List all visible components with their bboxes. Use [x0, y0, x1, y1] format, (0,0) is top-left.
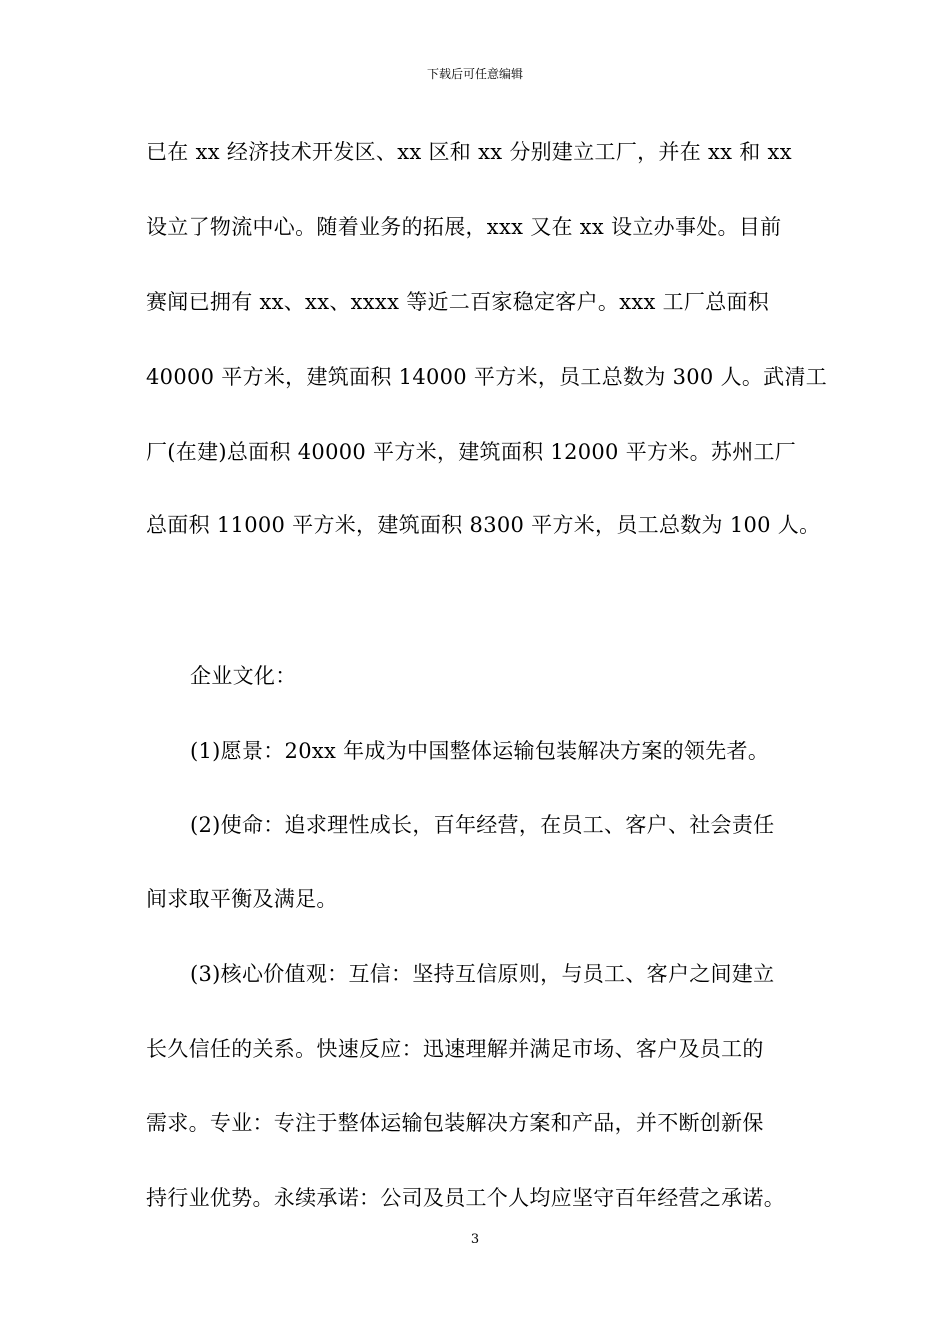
vision-text: (1)愿景：20xx 年成为中国整体运输包装解决方案的领先者。 — [190, 739, 770, 763]
body-text-line: 厂(在建)总面积 40000 平方米，建筑面积 12000 平方米。苏州工厂 — [146, 440, 797, 464]
mission-text: 间求取平衡及满足。 — [146, 887, 338, 911]
body-text-line: 赛闻已拥有 xx、xx、xxxx 等近二百家稳定客户。xxx 工厂总面积 — [146, 290, 770, 314]
values-text: (3)核心价值观：互信：坚持互信原则，与员工、客户之间建立 — [190, 962, 775, 986]
page-number: 3 — [470, 1232, 480, 1247]
body-text-line: 总面积 11000 平方米，建筑面积 8300 平方米，员工总数为 100 人。 — [146, 513, 821, 537]
values-text: 长久信任的关系。快速反应：迅速理解并满足市场、客户及员工的 — [146, 1037, 764, 1061]
values-text: 持行业优势。永续承诺：公司及员工个人均应坚守百年经营之承诺。 — [146, 1186, 785, 1210]
body-text-line: 40000 平方米，建筑面积 14000 平方米，员工总数为 300 人。武清工 — [146, 365, 828, 389]
values-text: 需求。专业：专注于整体运输包装解决方案和产品，并不断创新保 — [146, 1111, 764, 1135]
body-text-line: 已在 xx 经济技术开发区、xx 区和 xx 分别建立工厂，并在 xx 和 xx — [146, 140, 792, 164]
body-text-line: 设立了物流中心。随着业务的拓展，xxx 又在 xx 设立办事处。目前 — [146, 215, 782, 239]
mission-text: (2)使命：追求理性成长，百年经营，在员工、客户、社会责任 — [190, 813, 775, 837]
page-header: 下载后可任意编辑 — [426, 67, 523, 81]
section-heading: 企业文化： — [190, 664, 297, 688]
